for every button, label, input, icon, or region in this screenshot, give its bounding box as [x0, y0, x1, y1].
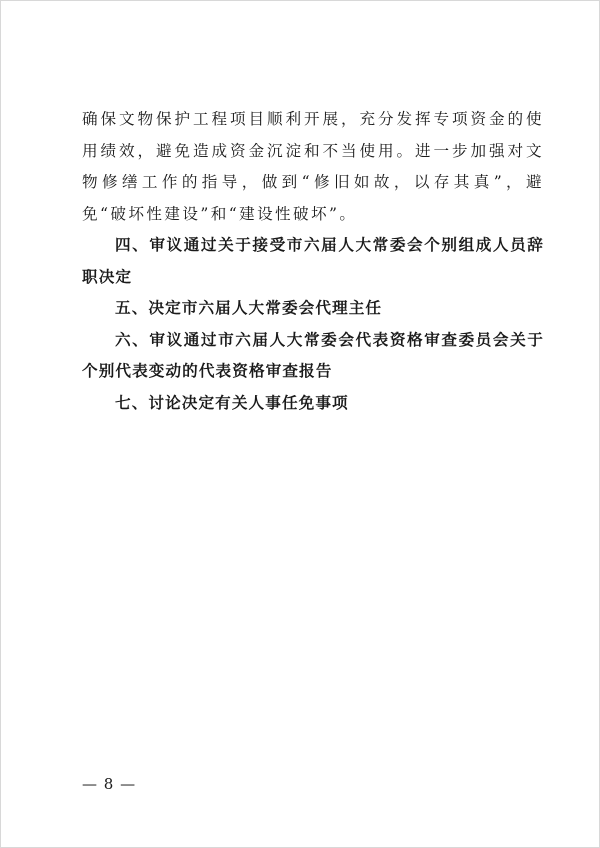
agenda-item-6: 六、审议通过市六届人大常委会代表资格审查委员会关于个别代表变动的代表资格审查报告: [82, 330, 544, 380]
document-body: [82, 104, 544, 419]
agenda-item-7: 七、讨论决定有关人事任免事项: [115, 393, 349, 412]
agenda-item-5: 五、决定市六届人大常委会代理主任: [115, 299, 383, 317]
page-number: — 8 —: [82, 775, 137, 793]
body-paragraph: 确保文物保护工程项目顺利开展，充分发挥专项资金的使用绩效，避免造成资金沉淀和不当使用。进一步加强对文物修缮工作的指导，做到“修旧如故，以存其真”，避免“破坏性建设”和“建设性破坏”。: [82, 110, 544, 223]
agenda-item-4: 四、审议通过关于接受市六届人大常委会个别组成人员辞职决定: [82, 236, 544, 286]
